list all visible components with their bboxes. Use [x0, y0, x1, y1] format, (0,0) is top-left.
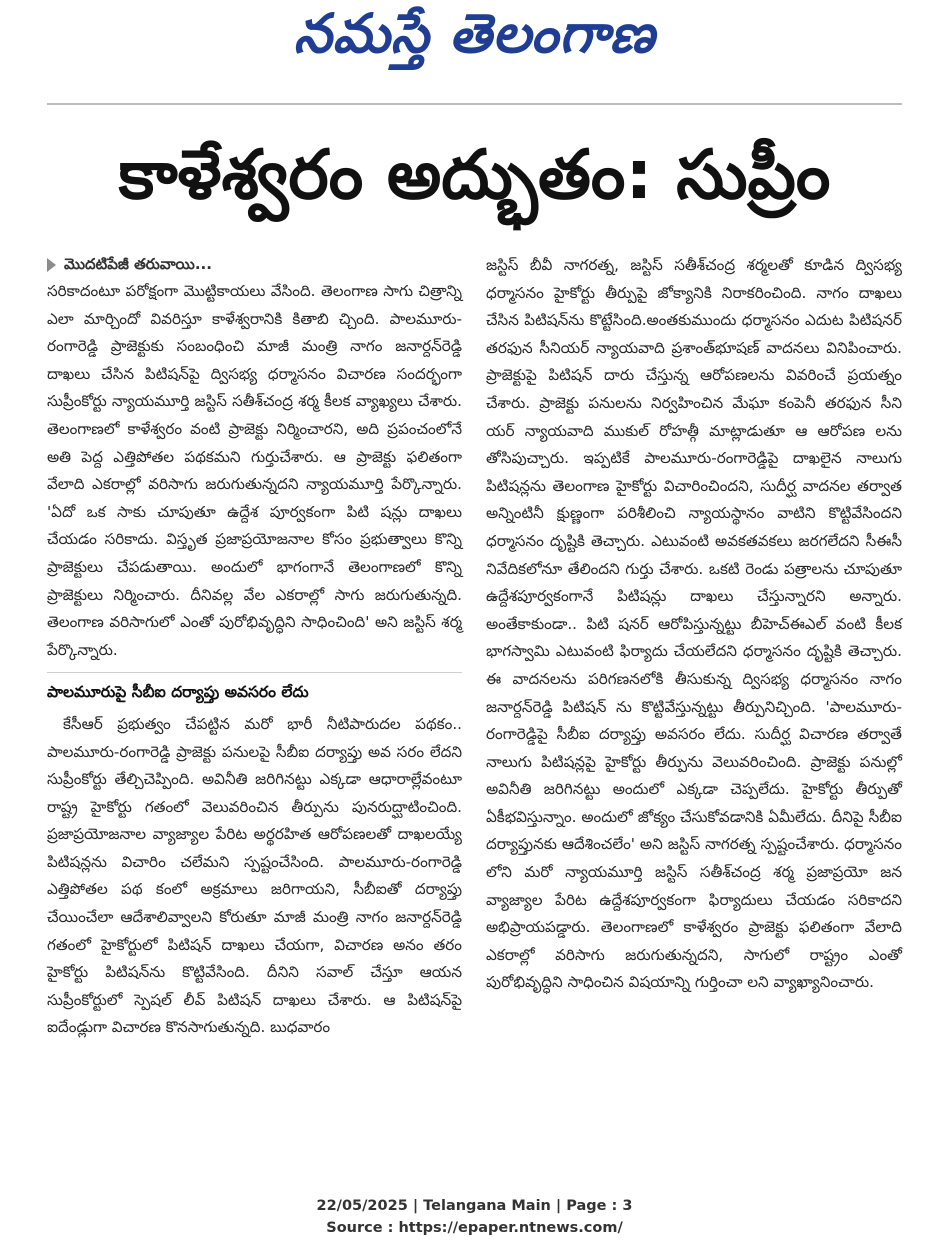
- article-column-right: [486, 252, 902, 997]
- article-paragraph: కేసీఆర్ ప్రభుత్వం చేపట్టిన మరో భారీ నీటిపారుదల పథకం.. పాలమూరు-రంగారెడ్డి ప్రాజెక్టు పనులపై సీబీఐ దర్యాప్తు అవ సరం లేదని సుప్రీంకోర్టు తేల్చిచెప్పింది. అవినీతి జరిగినట్టు ఎక్కడా ఆధారాల్లేవంటూ రాష్ట్ర హైకోర్టు గతంలో వెలువరించిన తీర్పును పునరుద్ఘాటించింది. ప్రజాప్రయోజనాల వ్యాజ్యాల పేరిట అర్థరహిత ఆరోపణలతో దాఖలయ్యే పిటిషన్లను విచారిం చలేమని స్పష్టంచేసింది. పాలమూరు-రంగారెడ్డి ఎత్తిపోతల పథ కంలో అక్రమాలు జరిగాయని, సీబీఐతో దర్యాప్తు చేయించేలా ఆదేశాలివ్వాలని కోరుతూ మాజీ మంత్రి నాగం జనార్దన్‌రెడ్డి గతంలో హైకోర్టులో పిటిషన్ దాఖలు చేయగా, విచారణ అనం తరం హైకోర్టు పిటిషన్‌ను కొట్టివేసింది. దీనిని సవాల్ చేస్తూ ఆయన సుప్రీంకోర్టులో స్పెషల్ లీవ్ పిటిషన్ దాఖలు చేశారు. ఆ పిటిషన్‌పై ఐదేండ్లుగా విచారణ కొనసాగుతున్నది. బుధవారం: [47, 714, 462, 1037]
- article-paragraph: జస్టిస్ బీవీ నాగరత్న, జస్టిస్ సతీశ్‌చంద్ర శర్మలతో కూడిన ద్విసభ్య ధర్మాసనం హైకోర్టు తీర్పుపై జోక్యానికి నిరాకరించింది. నాగం దాఖలు చేసిన పిటిషన్‌ను కొట్టేసింది.అంతకుముందు ధర్మాసనం ఎదుట పిటిషనర్ తరఫున సీనియర్ న్యాయవాది ప్రశాంత్‌భూషణ్ వాదనలు వినిపించారు. ప్రాజెక్టుపై పిటిషన్ దారు చేస్తున్న ఆరోపణలను వివరించే ప్రయత్నం చేశారు. ప్రాజెక్టు పనులను నిర్వహించిన మేఘా కంపెనీ తరఫున సీని యర్ న్యాయవాది ముకుల్ రోహత్గీ మాట్లాడుతూ ఆ ఆరోపణ లను తోసిపుచ్చారు. ఇప్పటికే పాలమూరు-రంగారెడ్డిపై దాఖలైన నాలుగు పిటిషన్లను తెలంగాణ హైకోర్టు విచారించిందని, సుదీర్ఘ వాదనల తర్వాత అన్నింటినీ క్షుణ్ణంగా పరిశీలించి న్యాయస్థానం వాటిని కొట్టివేసిందని ధర్మాసనం దృష్టికి తెచ్చారు. ఎటువంటి అవకతవకలు జరగలేదని సీఈసీ నివేదికలోనూ తేలిందని గుర్తు చేశారు. ఒకటి రెండు పత్రాలను చూపుతూ ఉద్దేశపూర్వకంగానే పిటిషన్లు దాఖలు చేస్తున్నారని అన్నారు. అంతేకాకుండా.. పిటి షనర్ ఆరోపిస్తున్నట్టు బీహెచ్ఈఎల్ వంటి కీలక భాగస్వామి ఎటువంటి ఫిర్యాదు చేయలేదని ధర్మాసనం దృష్టికి తెచ్చారు. ఈ వాదనలను పరిగణనలోకి తీసుకున్న ద్విసభ్య ధర్మాసనం నాగం జనార్దన్‌రెడ్డి పిటిషన్ ను కొట్టివేస్తున్నట్టు తీర్పునిచ్చింది. 'పాలమూరు-రంగారెడ్డిపై సీబీఐ దర్యాప్తు అవసరం లేదు. సుదీర్ఘ విచారణ తర్వాతే నాలుగు పిటిషన్లపై హైకోర్టు తీర్పును వెలువరించింది. ప్రాజెక్టు పనుల్లో అవినీతి జరిగినట్టు అందులో ఎక్కడా చెప్పలేదు. హైకోర్టు తీర్పుతో ఏకీభవిస్తున్నాం. అందులో జోక్యం చేసుకోవడానికి ఏమీలేదు. దీనిపై సీబీఐ దర్యాప్తునకు ఆదేశించలేం' అని జస్టిస్ నాగరత్న స్పష్టంచేశారు. ధర్మాసనం లోని మరో న్యాయమూర్తి జస్టిస్ సతీశ్‌చంద్ర శర్మ ప్రజాప్రయో జన వ్యాజ్యాల పేరిట ఉద్దేశపూర్వకంగా ఫిర్యాదులు చేయడం సరికాదని అభిప్రాయపడ్డారు. తెలంగాణలో కాళేశ్వరం ప్రాజెక్టు ఫలితంగా వేలాది ఎకరాల్లో వరిసాగు జరుగుతున్నదని, సాగులో రాష్ట్రం ఎంతో పురోభివృద్ధిని సాధించిన విషయాన్ని గుర్తించా లని వ్యాఖ్యానించారు.: [486, 256, 902, 992]
- chevron-right-icon: [47, 258, 56, 272]
- masthead-logo: నమస్తే తెలంగాణ: [293, 1, 656, 65]
- article-column-left: [47, 252, 462, 1042]
- article-paragraph: సరికాదంటూ పరోక్షంగా మొట్టికాయలు వేసింది. తెలంగాణ సాగు చిత్రాన్ని ఎలా మార్చిందో వివరిస్తూ కాళేశ్వరానికి కితాబి చ్చింది. పాలమూరు-రంగారెడ్డి ప్రాజెక్టుకు సంబంధించి మాజీ మంత్రి నాగం జనార్దన్‌రెడ్డి దాఖలు చేసిన పిటిషన్‌పై ద్విసభ్య ధర్మాసనం విచారణ సందర్భంగా సుప్రీంకోర్టు న్యాయమూర్తి జస్టిస్ సతీశ్‌చంద్ర శర్మ కీలక వ్యాఖ్యలు చేశారు. తెలంగాణలో కాళేశ్వరం వంటి ప్రాజెక్టు నిర్మించారని, అది ప్రపంచంలోనే అతి పెద్ద ఎత్తిపోతల పథకమని గుర్తుచేశారు. ఆ ప్రాజెక్టు ఫలితంగా వేలాది ఎకరాల్లో వరిసాగు జరుగుతున్నదని న్యాయమూర్తి పేర్కొన్నారు. 'ఏదో ఒక సాకు చూపుతూ ఉద్దేశ పూర్వకంగా పిటి షన్లు దాఖలు చేయడం సరికాదు. విస్తృత ప్రజాప్రయోజనాల కోసం ప్రభుత్వాలు కొన్ని ప్రాజెక్టులు చేపడుతాయి. అందులో భాగంగానే తెలంగాణలో కొన్ని ప్రాజెక్టులు నిర్మించారు. దీనివల్ల వేల ఎకరాల్లో సాగు జరుగుతున్నది. తెలంగాణ వరిసాగులో ఎంతో పురోభివృద్ధిని సాధించింది' అని జస్టిస్ శర్మ పేర్కొన్నారు.: [47, 282, 462, 659]
- masthead-divider: [47, 103, 902, 105]
- article-headline: కాళేశ్వరం అద్భుతం: సుప్రీం: [118, 135, 831, 215]
- page-footer: [0, 1195, 949, 1239]
- continued-marker: [47, 252, 462, 278]
- footer-source-link[interactable]: Source : https://epaper.ntnews.com/: [326, 1220, 623, 1236]
- continued-label: మొదటిపేజీ తరువాయి...: [64, 255, 212, 274]
- footer-date-page: 22/05/2025 | Telangana Main | Page : 3: [316, 1198, 633, 1214]
- article-subheading: పాలమూరుపై సీబీఐ దర్యాప్తు అవసరం లేదు: [47, 672, 462, 707]
